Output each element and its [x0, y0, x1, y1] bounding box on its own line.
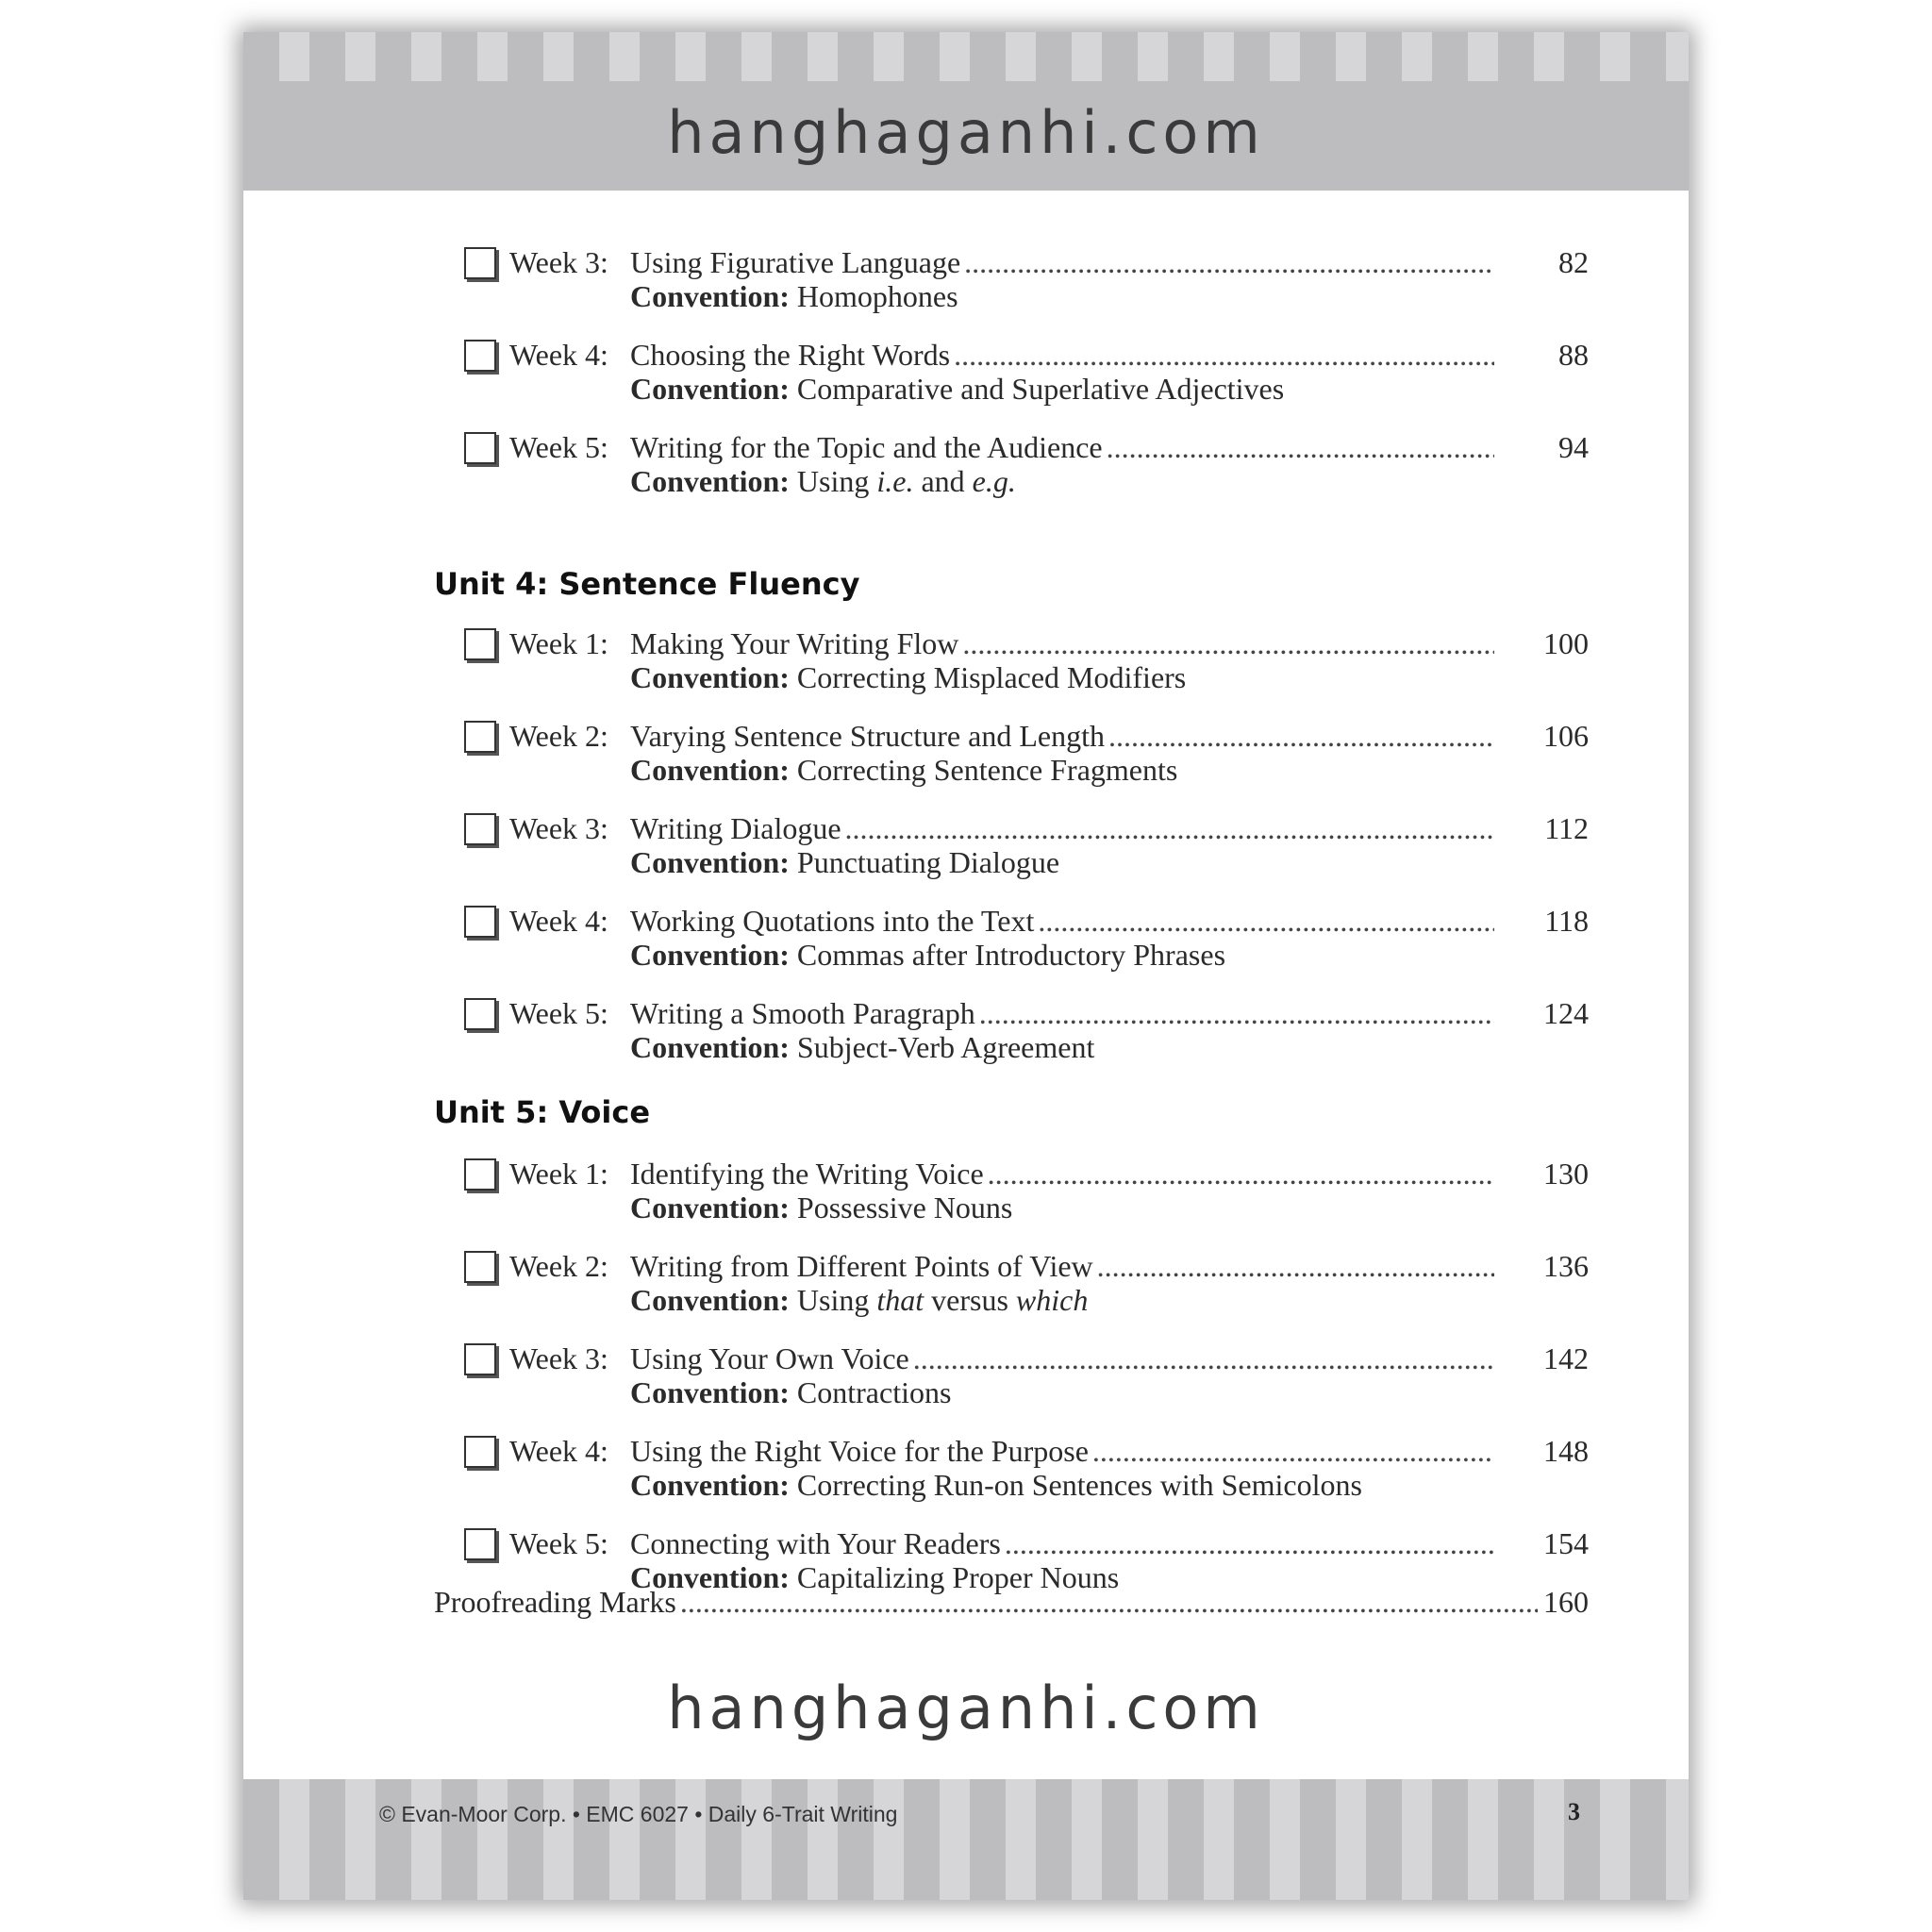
convention-text: Homophones: [796, 279, 958, 313]
checkbox[interactable]: [464, 906, 496, 938]
leader-dots: [964, 245, 1494, 280]
convention-text: Subject-Verb Agreement: [796, 1030, 1095, 1064]
toc-entry: [243, 338, 1689, 413]
convention-text: Correcting Sentence Fragments: [796, 753, 1178, 787]
entry-title: Writing a Smooth Paragraph: [630, 996, 975, 1030]
proofreading-title: Proofreading Marks: [434, 1585, 676, 1619]
convention-text-pre: Using: [796, 464, 877, 498]
entry-title: Using the Right Voice for the Purpose: [630, 1434, 1089, 1468]
leader-dots: [845, 811, 1494, 846]
leader-dots: [1108, 719, 1494, 754]
leader-dots: [1005, 1526, 1494, 1561]
convention-text: Commas after Introductory Phrases: [796, 938, 1226, 972]
page-number: 142: [1543, 1341, 1589, 1375]
page-number: 100: [1543, 626, 1589, 660]
leader-dots: [680, 1585, 1538, 1620]
convention-line: [630, 845, 1059, 880]
convention-label: Convention:: [630, 1375, 790, 1409]
leader-dots: [1107, 430, 1494, 465]
page-number: 106: [1543, 719, 1589, 753]
footer-band: [243, 1779, 1689, 1900]
toc-entry: [243, 1157, 1689, 1232]
convention-label: Convention:: [630, 845, 790, 879]
convention-line: [630, 938, 1225, 973]
convention-line: [630, 1468, 1362, 1503]
page-number: 130: [1543, 1157, 1589, 1191]
convention-label: Convention:: [630, 1191, 790, 1224]
convention-label: Convention:: [630, 279, 790, 313]
convention-text-pre: Using: [796, 1283, 877, 1317]
convention-italic: e.g.: [972, 464, 1016, 498]
leader-dots: [979, 996, 1494, 1031]
page-number: 136: [1543, 1249, 1589, 1283]
unit-heading: Unit 4: Sentence Fluency: [434, 566, 860, 602]
page-number: 154: [1543, 1526, 1589, 1560]
leader-dots: [1038, 904, 1494, 939]
week-label: Week 4:: [509, 338, 608, 372]
leader-dots: [988, 1157, 1494, 1191]
page-number: 148: [1543, 1434, 1589, 1468]
convention-line: [630, 372, 1284, 407]
toc-entry: [243, 996, 1689, 1072]
convention-text-mid: versus: [924, 1283, 1016, 1317]
week-label: Week 3:: [509, 811, 608, 845]
convention-line: [630, 753, 1177, 788]
toc-entry: [243, 245, 1689, 321]
proofreading-entry: [434, 1585, 1589, 1623]
toc-entry: [243, 626, 1689, 702]
page-number: 82: [1558, 245, 1589, 279]
page-number: 88: [1558, 338, 1589, 372]
week-label: Week 1:: [509, 626, 608, 660]
convention-italic: i.e.: [876, 464, 914, 498]
page-number: 112: [1544, 811, 1589, 845]
convention-line: [630, 660, 1186, 695]
convention-line: [630, 1283, 1088, 1318]
week-label: Week 3:: [509, 1341, 608, 1375]
entry-title: Using Figurative Language: [630, 245, 961, 279]
convention-text: Capitalizing Proper Nouns: [796, 1560, 1120, 1594]
week-label: Week 5:: [509, 996, 608, 1030]
convention-text: Contractions: [796, 1375, 952, 1409]
checkbox[interactable]: [464, 998, 496, 1030]
convention-label: Convention:: [630, 1283, 790, 1317]
entry-title: Writing from Different Points of View: [630, 1249, 1093, 1283]
week-label: Week 4:: [509, 1434, 608, 1468]
checkbox[interactable]: [464, 247, 496, 279]
convention-label: Convention:: [630, 1468, 790, 1502]
leader-dots: [1092, 1434, 1494, 1469]
week-label: Week 2:: [509, 1249, 608, 1283]
document-page: [243, 32, 1689, 1900]
footer-copyright: © Evan-Moor Corp. • EMC 6027 • Daily 6-Trait Writing: [379, 1802, 898, 1826]
checkbox[interactable]: [464, 721, 496, 753]
convention-line: [630, 1375, 951, 1410]
entry-title: Using Your Own Voice: [630, 1341, 909, 1375]
convention-label: Convention:: [630, 464, 790, 498]
week-label: Week 5:: [509, 430, 608, 464]
toc-entry: [243, 1341, 1689, 1417]
checkbox[interactable]: [464, 628, 496, 660]
checkbox[interactable]: [464, 340, 496, 372]
convention-line: [630, 464, 1016, 499]
convention-italic: which: [1015, 1283, 1089, 1317]
leader-dots: [954, 338, 1494, 373]
entry-title: Varying Sentence Structure and Length: [630, 719, 1105, 753]
convention-label: Convention:: [630, 753, 790, 787]
checkbox[interactable]: [464, 1343, 496, 1375]
toc-entry: [243, 904, 1689, 979]
week-label: Week 3:: [509, 245, 608, 279]
unit-heading: Unit 5: Voice: [434, 1094, 651, 1130]
toc-entry: [243, 1434, 1689, 1509]
toc-entry: [243, 430, 1689, 506]
entry-title: Identifying the Writing Voice: [630, 1157, 984, 1191]
convention-line: [630, 1191, 1012, 1225]
checkbox[interactable]: [464, 432, 496, 464]
week-label: Week 5:: [509, 1526, 608, 1560]
convention-text: Possessive Nouns: [796, 1191, 1013, 1224]
entry-title: Writing for the Topic and the Audience: [630, 430, 1103, 464]
entry-title: Connecting with Your Readers: [630, 1526, 1001, 1560]
toc-entry: [243, 1249, 1689, 1324]
entry-title: Writing Dialogue: [630, 811, 841, 845]
checkbox[interactable]: [464, 1436, 496, 1468]
convention-text-mid: and: [913, 464, 973, 498]
week-label: Week 1:: [509, 1157, 608, 1191]
convention-label: Convention:: [630, 1030, 790, 1064]
toc-entry: [243, 719, 1689, 794]
watermark-top: hanghaganhi.com: [667, 98, 1265, 167]
leader-dots: [962, 626, 1494, 661]
checkbox[interactable]: [464, 1251, 496, 1283]
leader-dots: [913, 1341, 1494, 1376]
convention-label: Convention:: [630, 660, 790, 694]
watermark-bottom: hanghaganhi.com: [667, 1674, 1265, 1742]
page-number: 118: [1544, 904, 1589, 938]
page-number: 94: [1558, 430, 1589, 464]
leader-dots: [1097, 1249, 1494, 1284]
convention-label: Convention:: [630, 372, 790, 406]
convention-line: [630, 279, 958, 314]
convention-italic: that: [876, 1283, 924, 1317]
convention-label: Convention:: [630, 938, 790, 972]
convention-text: Correcting Run-on Sentences with Semicolons: [796, 1468, 1362, 1502]
checkbox[interactable]: [464, 1158, 496, 1191]
convention-line: [630, 1030, 1094, 1065]
page-number: 160: [1543, 1585, 1589, 1619]
entry-title: Working Quotations into the Text: [630, 904, 1035, 938]
convention-text: Punctuating Dialogue: [796, 845, 1060, 879]
convention-label: Convention:: [630, 1560, 790, 1594]
convention-text: Comparative and Superlative Adjectives: [796, 372, 1285, 406]
footer-page-number: 3: [1568, 1798, 1580, 1825]
week-label: Week 4:: [509, 904, 608, 938]
checkbox[interactable]: [464, 813, 496, 845]
checkbox[interactable]: [464, 1528, 496, 1560]
entry-title: Making Your Writing Flow: [630, 626, 959, 660]
entry-title: Choosing the Right Words: [630, 338, 951, 372]
convention-text: Correcting Misplaced Modifiers: [796, 660, 1187, 694]
page-number: 124: [1543, 996, 1589, 1030]
toc-entry: [243, 811, 1689, 887]
week-label: Week 2:: [509, 719, 608, 753]
